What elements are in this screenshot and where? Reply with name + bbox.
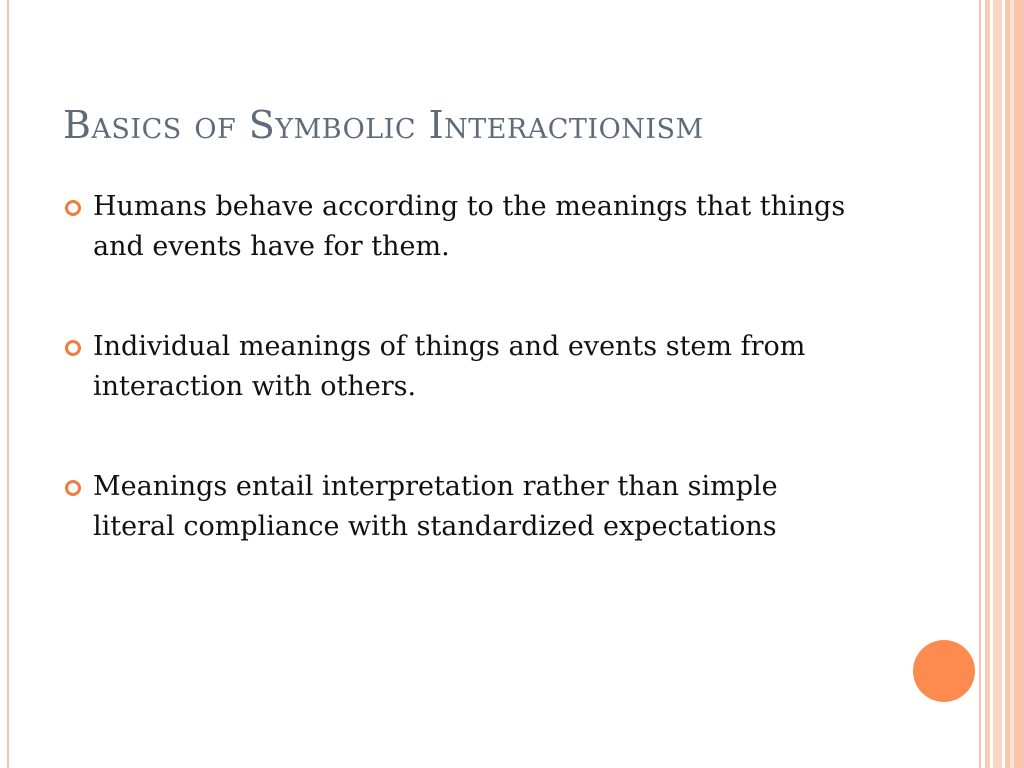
bullet-list xyxy=(63,187,863,607)
left-border-rule xyxy=(7,0,9,768)
right-border-stripe xyxy=(993,0,1002,768)
right-border-stripe xyxy=(985,0,990,768)
right-border-stripe xyxy=(1005,0,1024,768)
bullet-item xyxy=(63,327,863,407)
decorative-circle-icon xyxy=(913,640,975,702)
right-border-stripe xyxy=(1010,0,1014,768)
slide-title: Basics of Symbolic Interactionism xyxy=(63,103,704,147)
ring-bullet-icon xyxy=(65,480,81,496)
bullet-text: Individual meanings of things and events stem from interaction with others. xyxy=(93,331,806,402)
bullet-text: Humans behave according to the meanings that things and events have for them. xyxy=(93,191,846,262)
ring-bullet-icon xyxy=(65,200,81,216)
ring-bullet-icon xyxy=(65,340,81,356)
bullet-text: Meanings entail interpretation rather than simple literal compliance with standardized expectations xyxy=(93,471,778,542)
bullet-item xyxy=(63,467,863,547)
bullet-item xyxy=(63,187,863,267)
right-border-stripe xyxy=(979,0,981,768)
